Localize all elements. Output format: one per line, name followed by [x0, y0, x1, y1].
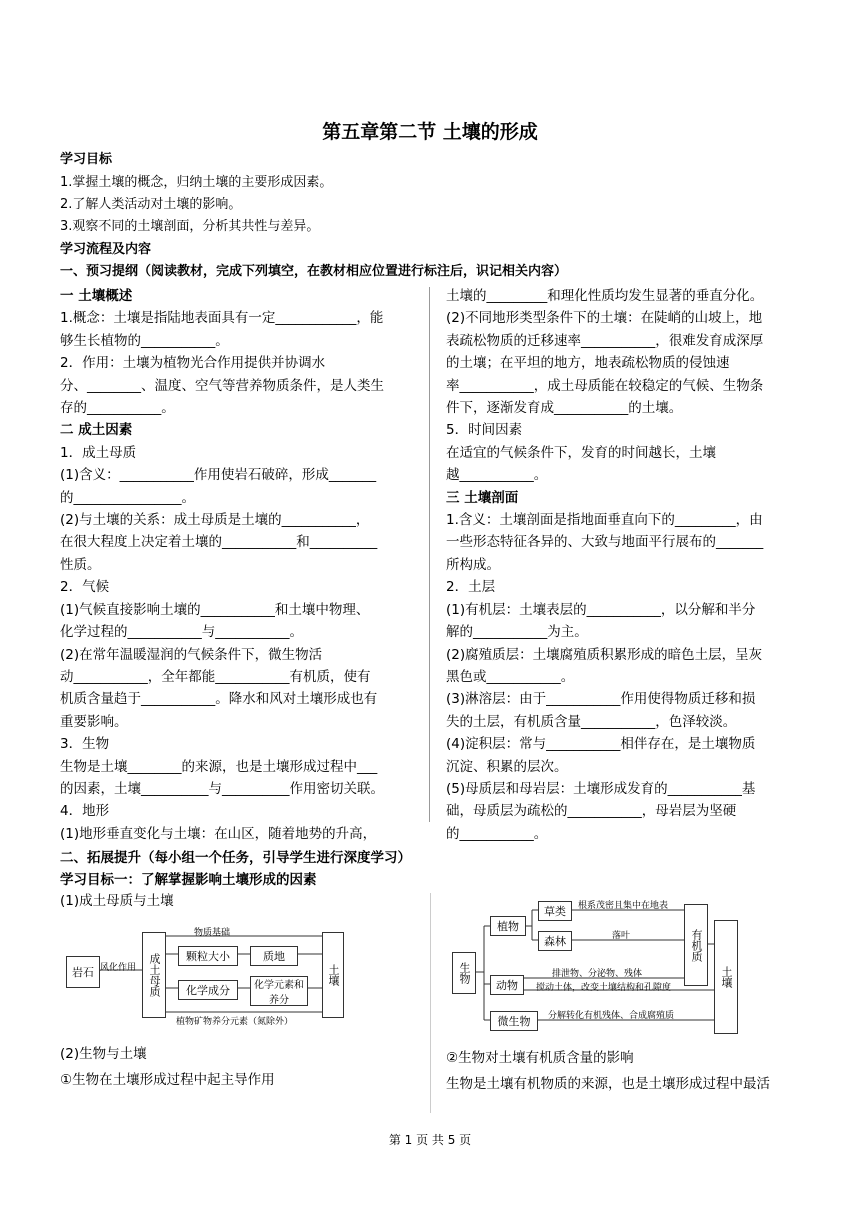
nutrient-label: 植物矿物养分元素（氮除外）	[176, 1017, 294, 1027]
text-line: (1)有机层：土壤表层的___________，以分解和半分	[446, 601, 756, 618]
text-line: (2)与土壤的关系：成土母质是土壤的___________，	[60, 512, 370, 529]
grass-label: 根系茂密且集中在地表	[578, 901, 669, 911]
goals-heading: 学习目标	[60, 152, 113, 167]
text-line: 解的___________为主。	[446, 624, 588, 641]
diagram-parent-material	[66, 920, 356, 1030]
column-divider	[429, 287, 430, 822]
text-line: 4．地形	[60, 803, 110, 820]
text-line: (4)淀积层：常与___________相伴存在，是土壤物质	[446, 736, 756, 753]
text-line: 的因素，土壤__________与__________作用密切关联。	[60, 780, 384, 797]
text-line: 1.概念：土壤是指陆地表面具有一定____________，能	[60, 310, 384, 327]
text-line: 存的___________。	[60, 400, 175, 417]
page-footer: 第 1 页 共 5 页	[388, 1133, 472, 1147]
text-line: 一些形态特征各异的、大致与地面平行展布的_______	[446, 534, 764, 551]
goal-item: 1.掌握土壤的概念，归纳土壤的主要形成因素。	[60, 175, 333, 190]
text-line: 在适宜的气候条件下，发育的时间越长，土壤	[446, 444, 716, 461]
text-line: (2)不同地形类型条件下的土壤：在陡峭的山坡上，地	[446, 310, 763, 327]
text-line: 件下，逐渐发育成___________的土壤。	[446, 400, 683, 417]
microbe-label: 分解转化有机残体、合成腐殖质	[548, 1011, 675, 1021]
text-line: 础，母质层为疏松的___________，母岩层为坚硬	[446, 803, 737, 820]
text-line: 率___________，成土母质能在较稳定的气候、生物条	[446, 377, 764, 394]
text-line: 动___________，全年都能___________有机质，使有	[60, 668, 371, 685]
text-line: (1)含义：___________作用使岩石破碎，形成_______	[60, 467, 377, 484]
text-line: 2．气候	[60, 579, 110, 596]
text-line: 所构成。	[446, 556, 500, 573]
grass-box: 草类	[538, 901, 572, 921]
texture-box: 质地	[250, 946, 298, 966]
text-line: 2．作用：土壤为植物光合作用提供并协调水	[60, 355, 326, 372]
column-divider	[430, 893, 431, 1113]
goal-item: 2.了解人类活动对土壤的影响。	[60, 197, 242, 212]
text-line: (2)在常年温暖湿润的气候条件下，微生物活	[60, 646, 323, 663]
forest-box: 森林	[538, 931, 572, 951]
text-line: 1.含义：土壤剖面是指地面垂直向下的_________，由	[446, 512, 763, 529]
sub-heading: ②生物对土壤有机质含量的影响	[446, 1050, 634, 1066]
text-line: 黑色或___________。	[446, 668, 575, 685]
text-line: 生物是土壤________的来源，也是土壤形成过程中___	[60, 758, 378, 775]
paragraph: 生物是土壤有机物质的来源，也是土壤形成过程中最活	[446, 1076, 770, 1092]
text-line: 化学过程的___________与___________。	[60, 624, 303, 641]
goal1-heading: 学习目标一：了解掌握影响土壤形成的因素	[60, 872, 317, 888]
text-line: 二 成土因素	[60, 422, 133, 439]
animal-label: 排泄物、分泌物、残体	[552, 969, 643, 979]
process-heading: 学习流程及内容	[60, 242, 152, 257]
text-line: (5)母质层和母岩层：土壤形成发育的___________基	[446, 780, 756, 797]
text-line: 沉淀、积累的层次。	[446, 758, 568, 775]
microbe-box: 微生物	[490, 1011, 538, 1031]
parent-material-box: 成土母质	[142, 932, 166, 1018]
forest-label: 落叶	[612, 931, 631, 941]
text-line: 三 土壤剖面	[446, 489, 519, 506]
sub-heading: (2)生物与土壤	[60, 1046, 147, 1062]
right-column	[446, 285, 806, 845]
part2-heading: 二、拓展提升（每小组一个任务，引导学生进行深度学习）	[60, 850, 411, 866]
text-line: 土壤的_________和理化性质均发生显著的垂直分化。	[446, 288, 764, 304]
text-line: (2)腐殖质层：土壤腐殖质积累形成的暗色土层，呈灰	[446, 646, 763, 663]
animal-effect-label: 搅动土体，改变土壤结构和孔隙度	[536, 983, 672, 993]
text-line: 性质。	[60, 556, 101, 573]
text-line: 表疏松物质的迁移速率___________，很难发育成深厚	[446, 332, 764, 349]
soil-box: 土壤	[322, 932, 344, 1018]
text-line: 的___________。	[446, 825, 548, 842]
text-line: 重要影响。	[60, 713, 128, 730]
part1-heading: 一、预习提纲（阅读教材，完成下列填空，在教材相应位置进行标注后，识记相关内容）	[60, 264, 568, 279]
text-line: (3)淋溶层：由于___________作用使得物质迁移和损	[446, 691, 756, 708]
text-line: 5．时间因素	[446, 422, 523, 439]
diagram-biology	[452, 896, 752, 1034]
sub-heading: (1)成土母质与土壤	[60, 893, 174, 909]
text-line: 1．成土母质	[60, 444, 137, 461]
bio-box: 生物	[452, 952, 476, 994]
left-column	[60, 285, 418, 845]
material-basis-label: 物质基础	[194, 928, 231, 938]
organic-box: 有机质	[684, 904, 708, 986]
text-line: 分、________、温度、空气等营养物质条件，是人类生	[60, 377, 384, 394]
text-line: (1)地形垂直变化与土壤：在山区，随着地势的升高，	[60, 825, 377, 842]
chem-box: 化学成分	[178, 980, 238, 1000]
text-line: 够生长植物的___________。	[60, 332, 229, 349]
rock-box: 岩石	[66, 956, 100, 988]
page-title: 第五章第二节 土壤的形成	[322, 121, 538, 143]
text-line: 在很大程度上决定着土壤的___________和__________	[60, 534, 378, 551]
plant-box: 植物	[490, 916, 526, 936]
text-line: 3．生物	[60, 736, 110, 753]
sub-heading: ①生物在土壤形成过程中起主导作用	[60, 1072, 275, 1088]
grain-box: 颗粒大小	[178, 946, 238, 966]
soil-box: 土壤	[714, 920, 738, 1034]
text-line: 越___________。	[446, 467, 548, 484]
text-line: 的________________。	[60, 489, 195, 506]
text-line: 机质含量趋于___________。降水和风对土壤形成也有	[60, 691, 378, 708]
text-line: 一 土壤概述	[60, 288, 133, 304]
goal-item: 3.观察不同的土壤剖面，分析其共性与差异。	[60, 219, 320, 234]
animal-box: 动物	[490, 975, 524, 995]
weathering-label: 风化作用	[100, 963, 137, 973]
text-line: 失的土层，有机质含量___________，色泽较淡。	[446, 713, 737, 730]
text-line: 的土壤；在平坦的地方，地表疏松物质的侵蚀速	[446, 355, 730, 372]
text-line: 2．土层	[446, 579, 496, 596]
elements-box: 化学元素和养分	[250, 976, 308, 1006]
text-line: (1)气候直接影响土壤的___________和土壤中物理、	[60, 601, 370, 618]
